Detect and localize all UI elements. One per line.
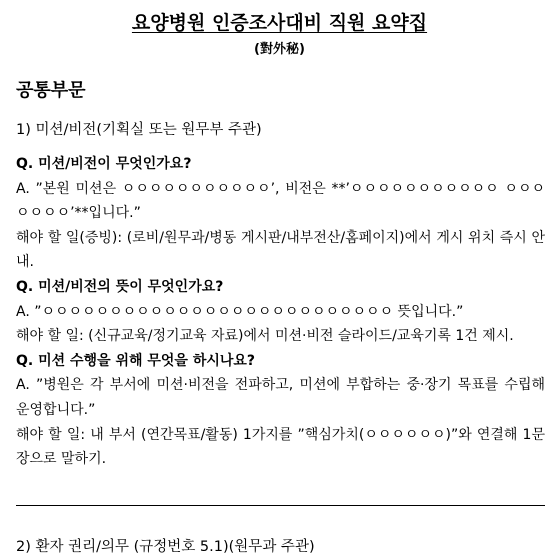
- section-heading: 공통부문: [16, 80, 86, 101]
- todo-3: 해야 할 일: 내 부서 (연간목표/활동) 1가지를 ”핵심가치(ㅇㅇㅇㅇㅇㅇ)”와 연결해 1문장으로 말하기.: [16, 426, 545, 468]
- document-subtitle: (對外秘): [254, 42, 305, 57]
- answer-1: A. ”본원 미션은 ㅇㅇㅇㅇㅇㅇㅇㅇㅇㅇㅇ’, 비전은 **’ㅇㅇㅇㅇㅇㅇㅇㅇㅇㅇㅇ ㅇㅇㅇㅇㅇㅇㅇ’**입니다.”: [16, 180, 545, 222]
- section-divider: [16, 505, 545, 506]
- question-3: Q. 미션 수행을 위해 무엇을 하시나요?: [16, 352, 256, 369]
- document-title: 요양병원 인증조사대비 직원 요약집: [131, 12, 428, 34]
- question-1: Q. 미션/비전이 무엇인가요?: [16, 156, 192, 172]
- subsection-mission-vision: 1) 미션/비전(기획실 또는 원무부 주관): [16, 122, 262, 138]
- answer-3: A. ”병원은 각 부서에 미션·비전을 전파하고, 미션에 부합하는 중·장기 목표를 수립해 운영합니다.”: [16, 377, 545, 418]
- todo-2: 해야 할 일: (신규교육/정기교육 자료)에서 미션·비전 슬라이드/교육기록 1건 제시.: [16, 328, 514, 345]
- subsection-patient-rights: 2) 환자 권리/의무 (규정번호 5.1)(원무과 주관): [16, 539, 315, 555]
- qa-content: [16, 152, 545, 472]
- answer-2: A. ”ㅇㅇㅇㅇㅇㅇㅇㅇㅇㅇㅇㅇㅇㅇㅇㅇㅇㅇㅇㅇㅇㅇㅇㅇㅇㅇ 뜻입니다.”: [16, 303, 464, 320]
- todo-1: 해야 할 일(증빙): (로비/원무과/병동 게시판/내부전산/홈페이지)에서 게시 위치 즉시 안내.: [16, 229, 545, 271]
- question-2: Q. 미션/비전의 뜻이 무엇인가요?: [16, 278, 224, 295]
